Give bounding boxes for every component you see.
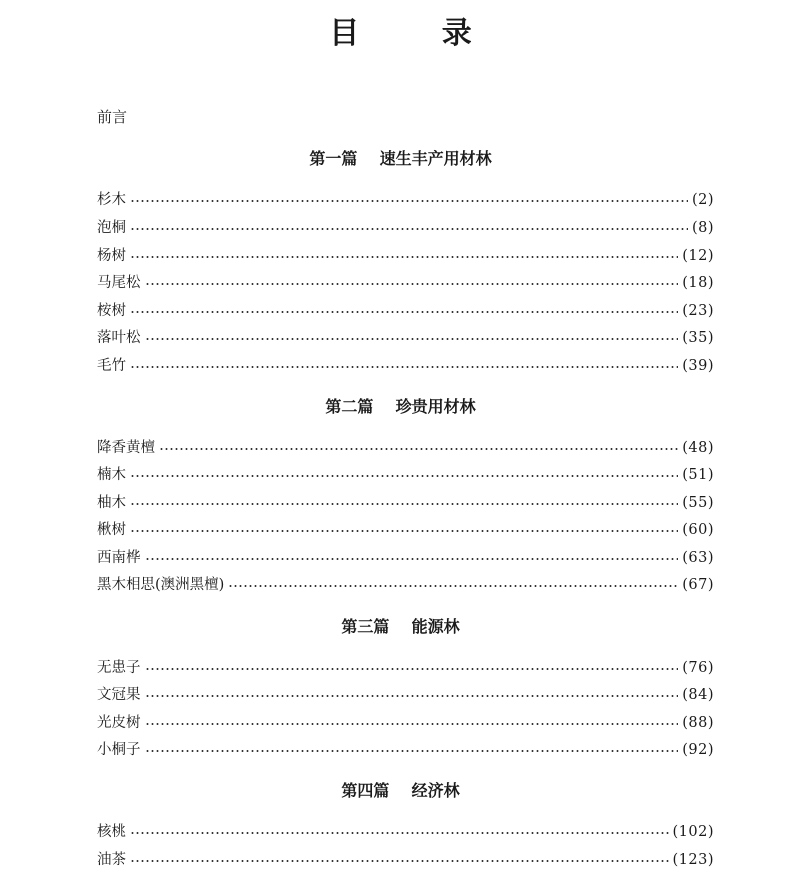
toc-entry[interactable] xyxy=(97,217,714,239)
toc-entry[interactable] xyxy=(97,189,714,211)
dot-leader xyxy=(159,448,678,450)
entry-page: (76) xyxy=(682,660,714,676)
dot-leader xyxy=(130,200,688,202)
toc-entry[interactable] xyxy=(97,519,714,541)
dot-leader xyxy=(145,750,679,752)
entry-name: 小桐子 xyxy=(97,742,141,758)
entry-page: (63) xyxy=(682,550,714,566)
entry-page: (48) xyxy=(682,440,714,456)
entry-name: 落叶松 xyxy=(97,330,141,346)
toc-entry[interactable] xyxy=(97,327,714,349)
entry-name: 马尾松 xyxy=(97,275,141,291)
part-title-3: 第三篇 能源林 xyxy=(341,617,460,636)
dot-leader xyxy=(130,832,669,834)
toc-entry[interactable] xyxy=(97,574,714,596)
entry-page: (60) xyxy=(682,522,714,538)
dot-leader xyxy=(130,228,688,230)
toc-entry[interactable] xyxy=(97,712,714,734)
dot-leader xyxy=(145,668,679,670)
toc-entry[interactable] xyxy=(97,821,714,843)
entry-page: (12) xyxy=(682,248,714,264)
toc-entry[interactable] xyxy=(97,657,714,679)
page-title: 目 录 xyxy=(329,16,508,51)
toc-entry[interactable] xyxy=(97,272,714,294)
entry-page: (123) xyxy=(672,852,714,868)
entry-name: 黑木相思(澳洲黑檀) xyxy=(97,577,225,593)
entry-page: (67) xyxy=(682,577,714,593)
entry-page: (35) xyxy=(682,330,714,346)
toc-preface[interactable]: 前言 xyxy=(97,108,128,126)
toc-entry[interactable] xyxy=(97,547,714,569)
dot-leader xyxy=(145,695,679,697)
entry-page: (92) xyxy=(682,742,714,758)
entry-name: 柚木 xyxy=(97,495,126,511)
entry-name: 泡桐 xyxy=(97,220,126,236)
entry-page: (23) xyxy=(682,303,714,319)
dot-leader xyxy=(145,558,679,560)
entry-name: 桉树 xyxy=(97,303,126,319)
toc-entry[interactable] xyxy=(97,684,714,706)
toc-entry[interactable] xyxy=(97,437,714,459)
entry-name: 楸树 xyxy=(97,522,126,538)
entry-page: (51) xyxy=(682,467,714,483)
entry-name: 光皮树 xyxy=(97,715,141,731)
dot-leader xyxy=(130,475,678,477)
part-title-1: 第一篇 速生丰产用材林 xyxy=(309,149,492,168)
toc-entry[interactable] xyxy=(97,492,714,514)
entry-name: 杨树 xyxy=(97,248,126,264)
entry-name: 核桃 xyxy=(97,824,126,840)
dot-leader xyxy=(130,366,678,368)
dot-leader xyxy=(130,530,678,532)
dot-leader xyxy=(145,338,679,340)
dot-leader xyxy=(130,256,678,258)
entry-name: 杉木 xyxy=(97,192,126,208)
part-title-4: 第四篇 经济林 xyxy=(341,781,460,800)
entry-page: (102) xyxy=(672,824,714,840)
entry-name: 无患子 xyxy=(97,660,141,676)
entry-name: 降香黄檀 xyxy=(97,440,155,456)
toc-entry[interactable] xyxy=(97,739,714,761)
toc-entry[interactable] xyxy=(97,464,714,486)
entry-page: (88) xyxy=(682,715,714,731)
dot-leader xyxy=(130,503,678,505)
dot-leader xyxy=(145,283,679,285)
toc-entry[interactable] xyxy=(97,355,714,377)
entry-name: 文冠果 xyxy=(97,687,141,703)
entry-page: (55) xyxy=(682,495,714,511)
entry-page: (8) xyxy=(691,220,714,236)
entry-name: 毛竹 xyxy=(97,358,126,374)
dot-leader xyxy=(228,585,678,587)
entry-name: 西南桦 xyxy=(97,550,141,566)
toc-entry[interactable] xyxy=(97,849,714,871)
entry-page: (2) xyxy=(691,192,714,208)
entry-name: 楠木 xyxy=(97,467,126,483)
part-title-2: 第二篇 珍贵用材林 xyxy=(325,397,476,416)
entry-page: (18) xyxy=(682,275,714,291)
entry-page: (39) xyxy=(682,358,714,374)
dot-leader xyxy=(130,311,678,313)
dot-leader xyxy=(130,860,669,862)
entry-page: (84) xyxy=(682,687,714,703)
dot-leader xyxy=(145,723,679,725)
entry-name: 油茶 xyxy=(97,852,126,868)
toc-entry[interactable] xyxy=(97,245,714,267)
toc-entry[interactable] xyxy=(97,300,714,322)
